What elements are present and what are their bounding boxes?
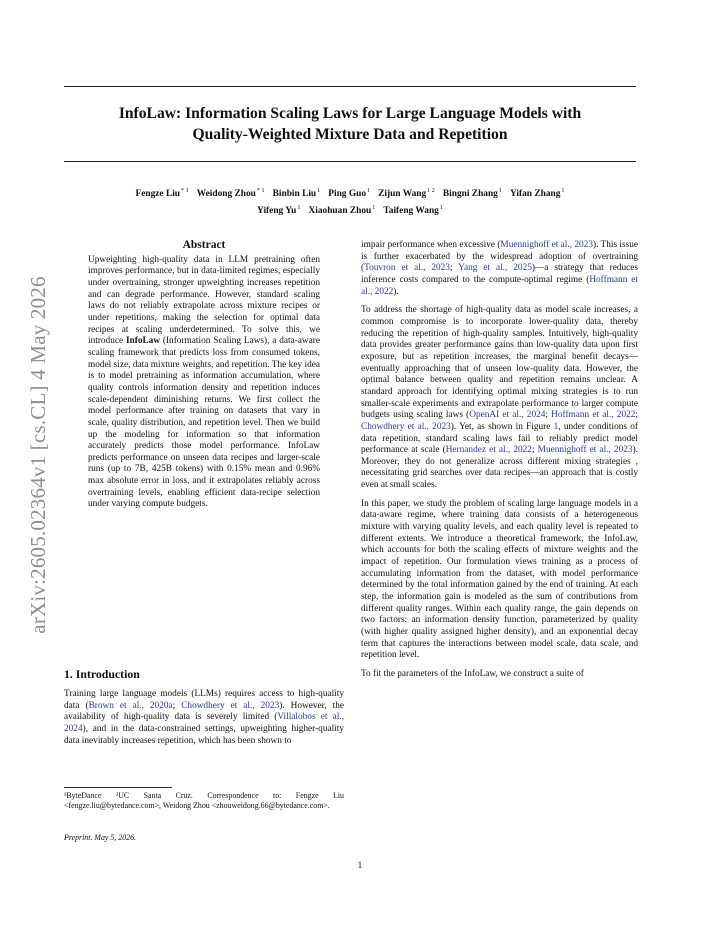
citation-link[interactable]: Hernandez et al., 2022 xyxy=(445,445,532,456)
section-heading-introduction: 1. Introduction xyxy=(64,667,140,681)
author-list xyxy=(70,184,630,218)
title-line-1: InfoLaw: Information Scaling Laws for Large Language Models with xyxy=(118,105,582,122)
author-affiliation-marker: * 1 xyxy=(256,187,265,194)
author-name xyxy=(510,189,565,199)
author-name xyxy=(443,189,502,199)
author-name-text: Zijun Wang xyxy=(378,189,427,200)
citation-link[interactable]: Hoffmann et al., 2022 xyxy=(551,410,636,421)
citation-link[interactable]: Chowdhery et al., 2023 xyxy=(181,700,280,711)
author-name xyxy=(328,189,370,199)
citation-link[interactable]: Villalobos et al., 2024 xyxy=(64,712,344,734)
author-affiliation-marker: 1 xyxy=(372,204,376,212)
abstract-infolaw-term: InfoLaw xyxy=(125,336,161,347)
author-name xyxy=(257,206,300,216)
author-affiliation-marker: 1 xyxy=(367,187,371,194)
introduction-paragraph-1 xyxy=(64,689,344,747)
preprint-date: Preprint. May 5, 2026. xyxy=(64,833,137,842)
citation-link[interactable]: Touvron et al., 2023 xyxy=(364,263,450,274)
body-text: ). This issue is further exacerbated by the widespread adoption of overtraining ( xyxy=(361,240,639,274)
author-name-text: Bingni Zhang xyxy=(442,189,498,200)
affiliation-footnote: ¹ByteDance ²UC Santa Cruz. Correspondence to: Fengze Liu <fengze.liu@bytedance.com>, Weidong Zhou <zhouweidong.66@bytedance.com>. xyxy=(64,791,344,810)
author-name-text: Taifeng Wang xyxy=(383,206,439,217)
right-paragraph-2 xyxy=(361,305,638,492)
citation-link[interactable]: Yang et al., 2025 xyxy=(458,263,532,274)
body-text: ). Moreover, they do not generalize across different mixing strategies , necessitating grid searches over data recipes—an approach that is costly even at small scales. xyxy=(361,445,638,491)
author-name xyxy=(135,189,188,199)
citation-link[interactable]: Muennighoff et al., 2023 xyxy=(500,240,593,250)
right-paragraph-4: To fit the parameters of the InfoLaw, we construct a suite of xyxy=(361,668,584,679)
author-affiliation-marker: 1 xyxy=(317,187,321,194)
body-text: ; xyxy=(545,410,552,421)
author-name-text: Ping Guo xyxy=(328,189,367,200)
author-name-text: Fengze Liu xyxy=(135,189,181,200)
author-name-text: Weidong Zhou xyxy=(196,189,256,200)
citation-link[interactable]: Brown et al., 2020a xyxy=(88,700,173,711)
author-name-text: Xiaohuan Zhou xyxy=(308,206,372,217)
author-affiliation-marker: 1 xyxy=(498,187,502,194)
abstract-text-part-2: (Information Scaling Laws), a data-aware scaling framework that predicts loss from consumed tokens, model size, data mixture weights, and repetition. The key idea is to model pretraining as information accumulation, where quality controls information density and repetition induces scale-dependent diminishing returns. We first collect the model performance after training on datasets that vary in scale, quality distribution, and repetition level. Then we build up the modeling for information so that information accurately predicts those model performance. InfoLaw predicts performance on unseen data recipes and larger-scale runs (up to 7B, 425B tokens) with 0.15% mean and 0.96% max absolute error in loss, and it extrapolates reliably across overtraining levels, enabling efficient data-recipe selection under varying compute budgets. xyxy=(88,336,320,510)
right-paragraph-3: In this paper, we study the problem of scaling large language models in a data-aware regime, where training data consists of a heterogeneous mixture with varying quality levels, and each quality level is repeated to different extents. We introduce a theoretical framework, the InfoLaw, which accounts for both the scaling effects of mixture weights and the impact of repetition. Our formulation views training as a process of accumulating information from the dataset, with model performance determined by the total information gained by the end of training. At each step, the information gain is modeled as the sum of contributions from different quality ranges. Within each quality range, the gain depends on two factors: an information density function, parameterized by quality (with higher quality assigned higher density), and an exponential decay term that captures the interactions between model scale, data scale, and repetition level. xyxy=(361,498,638,661)
author-name xyxy=(383,206,443,216)
left-column xyxy=(64,240,344,511)
title-bottom-rule xyxy=(64,161,636,162)
body-text: ; xyxy=(449,263,459,274)
citation-link[interactable]: OpenAI et al., 2024 xyxy=(469,410,546,421)
citation-link[interactable]: Hoffmann et al., 2022 xyxy=(361,274,638,297)
right-paragraph-1 xyxy=(361,240,638,298)
author-name xyxy=(378,189,435,199)
intro-text: Training large language models (LLMs) requires access to high-quality data ( xyxy=(64,689,344,711)
author-affiliation-marker: 1 xyxy=(297,204,301,212)
body-text: ). xyxy=(393,286,399,297)
body-text: ; xyxy=(531,445,538,456)
author-name xyxy=(308,206,375,216)
body-text: , under conditions of data repetition, standard scaling laws fail to reliably predict model performance at scale ( xyxy=(361,421,638,456)
author-affiliation-marker: 1 xyxy=(561,187,565,194)
abstract-heading: Abstract xyxy=(182,239,226,251)
intro-text: ; xyxy=(172,700,182,711)
figure-reference-link[interactable]: 1 xyxy=(553,421,559,432)
citation-link[interactable]: Chowdhery et al., 2023 xyxy=(361,421,451,432)
author-name xyxy=(197,189,265,199)
body-text: )—a strategy that reduces inference costs compared to the compute-optimal regime ( xyxy=(361,263,638,285)
right-column xyxy=(361,240,638,688)
author-name xyxy=(273,189,321,199)
author-name-text: Binbin Liu xyxy=(272,189,317,200)
paper-title xyxy=(64,103,636,145)
author-affiliation-marker: * 1 xyxy=(181,187,189,194)
citation-link[interactable]: Muennighoff et al., 2023 xyxy=(537,445,633,456)
page-number: 1 xyxy=(357,861,363,871)
body-text: ). Yet, as shown in Figure xyxy=(450,421,554,432)
title-top-rule xyxy=(64,86,636,87)
abstract-body xyxy=(64,255,344,511)
body-text: ; xyxy=(635,410,638,421)
intro-text: ). However, the availability of high-quality data is severely limited ( xyxy=(64,700,345,723)
author-name-text: Yifeng Yu xyxy=(257,206,297,217)
author-affiliation-marker: 1 xyxy=(439,204,443,212)
author-affiliation-marker: 1 2 xyxy=(427,187,435,194)
author-name-text: Yifan Zhang xyxy=(509,189,561,200)
intro-text: ), and in the data-constrained settings, upweighting higher-quality data inevitably increases repetition, which has been shown to xyxy=(64,723,344,746)
abstract-text-part-1: Upweighting high-quality data in LLM pretraining often improves performance, but in data-limited regimes, especially under overtraining, stronger upweighting increases repetition and can degrade performance. However, standard scaling laws do not reliably extrapolate across mixture recipes or under repetitions, making the selection for optimal data recipes at scaling underdetermined. To solve this, we introduce xyxy=(88,254,320,347)
footnote-divider xyxy=(64,787,172,788)
title-line-2: Quality-Weighted Mixture Data and Repetition xyxy=(192,126,508,143)
body-text: impair performance when excessive ( xyxy=(361,240,501,250)
arxiv-identifier-stamp: arXiv:2605.02364v1 [cs.CL] 4 May 2026 xyxy=(26,276,50,634)
body-text: To address the shortage of high-quality data as model scale increases, a common compromise is to incorporate lower-quality data, thereby reducing the repetition of high-quality samples. Intuitively, high-quality data provides greater performance gains than low-quality data upon first exposure, but as repetition increases, the marginal benefit decays—eventually approaching that of unseen low-quality data. However, the optimal balance between quality and repetition remains unclear. A standard approach for identifying optimal mixing strategies is to run smaller-scale experiments and extrapolate performance to larger compute budgets using scaling laws ( xyxy=(361,305,638,421)
